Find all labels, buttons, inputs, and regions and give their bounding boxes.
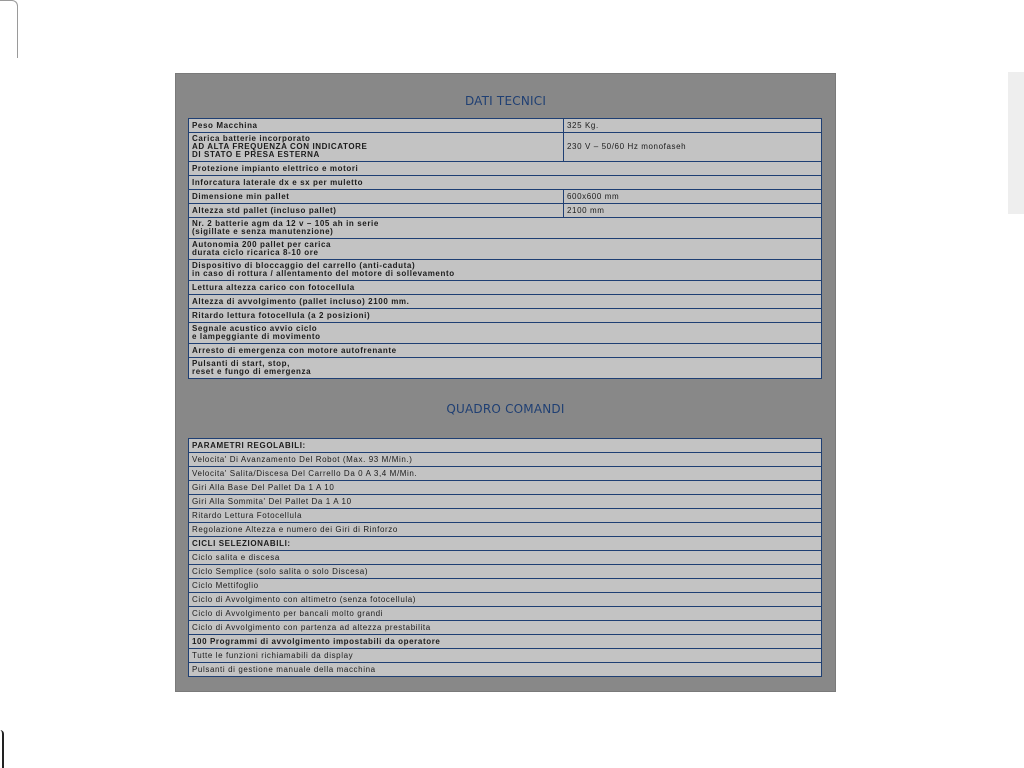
spec-label: Dimensione min pallet bbox=[189, 190, 564, 204]
spec-label: Altezza std pallet (incluso pallet) bbox=[189, 204, 564, 218]
spec-value: 230 V – 50/60 Hz monofaseh bbox=[564, 133, 822, 162]
spec-label: Ritardo lettura fotocellula (a 2 posizioni) bbox=[189, 309, 822, 323]
spec-panel bbox=[175, 73, 836, 692]
spec-label: Carica batterie incorporato AD ALTA FREQUENZA CON INDICATORE DI STATO E PRESA ESTERNA bbox=[189, 133, 564, 162]
section-heading: 100 Programmi di avvolgimento impostabili da operatore bbox=[189, 635, 822, 649]
table-row bbox=[189, 579, 822, 593]
spec-label: Inforcatura laterale dx e sx per muletto bbox=[189, 176, 822, 190]
control-item: Pulsanti di gestione manuale della macchina bbox=[189, 663, 822, 677]
table-row bbox=[189, 537, 822, 551]
table-row bbox=[189, 439, 822, 453]
table-row bbox=[189, 119, 822, 133]
control-item: Ciclo di Avvolgimento per bancali molto grandi bbox=[189, 607, 822, 621]
control-item: Velocita' Di Avanzamento Del Robot (Max. 93 M/Min.) bbox=[189, 453, 822, 467]
dati-tecnici-title: DATI TECNICI bbox=[464, 94, 547, 108]
quadro-comandi-title: QUADRO COMANDI bbox=[446, 402, 565, 416]
spec-label: Nr. 2 batterie agm da 12 v – 105 ah in serie (sigillate e senza manutenzione) bbox=[189, 218, 822, 239]
spec-label: Segnale acustico avvio ciclo e lampeggiante di movimento bbox=[189, 323, 822, 344]
table-row bbox=[189, 593, 822, 607]
table-row bbox=[189, 663, 822, 677]
window-corner-bottom-left bbox=[0, 730, 4, 768]
spec-value: 600x600 mm bbox=[564, 190, 822, 204]
control-item: Velocita' Salita/Discesa Del Carrello Da 0 A 3,4 M/Min. bbox=[189, 467, 822, 481]
table-row bbox=[189, 607, 822, 621]
table-row bbox=[189, 635, 822, 649]
table-row bbox=[189, 551, 822, 565]
table-row bbox=[189, 621, 822, 635]
table-row bbox=[189, 344, 822, 358]
spec-label: Altezza di avvolgimento (pallet incluso) 2100 mm. bbox=[189, 295, 822, 309]
table-row bbox=[189, 523, 822, 537]
table-row bbox=[189, 176, 822, 190]
table-row bbox=[189, 295, 822, 309]
spec-label: Peso Macchina bbox=[189, 119, 564, 133]
spec-label: Pulsanti di start, stop, reset e fungo di emergenza bbox=[189, 358, 822, 379]
table-row bbox=[189, 133, 822, 162]
control-item: Giri Alla Sommita' Del Pallet Da 1 A 10 bbox=[189, 495, 822, 509]
table-row bbox=[189, 509, 822, 523]
table-row bbox=[189, 467, 822, 481]
section-heading: CICLI SELEZIONABILI: bbox=[189, 537, 822, 551]
table-row bbox=[189, 495, 822, 509]
control-item: Giri Alla Base Del Pallet Da 1 A 10 bbox=[189, 481, 822, 495]
table-row bbox=[189, 358, 822, 379]
control-item: Ciclo di Avvolgimento con altimetro (senza fotocellula) bbox=[189, 593, 822, 607]
spec-label: Autonomia 200 pallet per carica durata ciclo ricarica 8-10 ore bbox=[189, 239, 822, 260]
table-row bbox=[189, 453, 822, 467]
section-heading: PARAMETRI REGOLABILI: bbox=[189, 439, 822, 453]
table-row bbox=[189, 565, 822, 579]
table-row bbox=[189, 190, 822, 204]
table-row bbox=[189, 649, 822, 663]
window-corner-top-left bbox=[0, 0, 18, 58]
table-row bbox=[189, 239, 822, 260]
table-row bbox=[189, 162, 822, 176]
control-item: Ritardo Lettura Fotocellula bbox=[189, 509, 822, 523]
side-scroll-strip[interactable] bbox=[1008, 72, 1024, 214]
control-item: Regolazione Altezza e numero dei Giri di Rinforzo bbox=[189, 523, 822, 537]
table-row bbox=[189, 309, 822, 323]
control-item: Ciclo Mettifoglio bbox=[189, 579, 822, 593]
quadro-comandi-table bbox=[188, 438, 822, 677]
control-item: Ciclo Semplice (solo salita o solo Discesa) bbox=[189, 565, 822, 579]
table-row bbox=[189, 323, 822, 344]
dati-tecnici-table bbox=[188, 118, 822, 379]
control-item: Ciclo salita e discesa bbox=[189, 551, 822, 565]
table-row bbox=[189, 481, 822, 495]
control-item: Ciclo di Avvolgimento con partenza ad altezza prestabilita bbox=[189, 621, 822, 635]
spec-label: Protezione impianto elettrico e motori bbox=[189, 162, 822, 176]
table-row bbox=[189, 260, 822, 281]
spec-value: 325 Kg. bbox=[564, 119, 822, 133]
table-row bbox=[189, 218, 822, 239]
control-item: Tutte le funzioni richiamabili da display bbox=[189, 649, 822, 663]
table-row bbox=[189, 204, 822, 218]
spec-label: Arresto di emergenza con motore autofrenante bbox=[189, 344, 822, 358]
spec-value: 2100 mm bbox=[564, 204, 822, 218]
spec-label: Lettura altezza carico con fotocellula bbox=[189, 281, 822, 295]
spec-label: Dispositivo di bloccaggio del carrello (anti-caduta) in caso di rottura / allentamento del motore di sollevamento bbox=[189, 260, 822, 281]
table-row bbox=[189, 281, 822, 295]
